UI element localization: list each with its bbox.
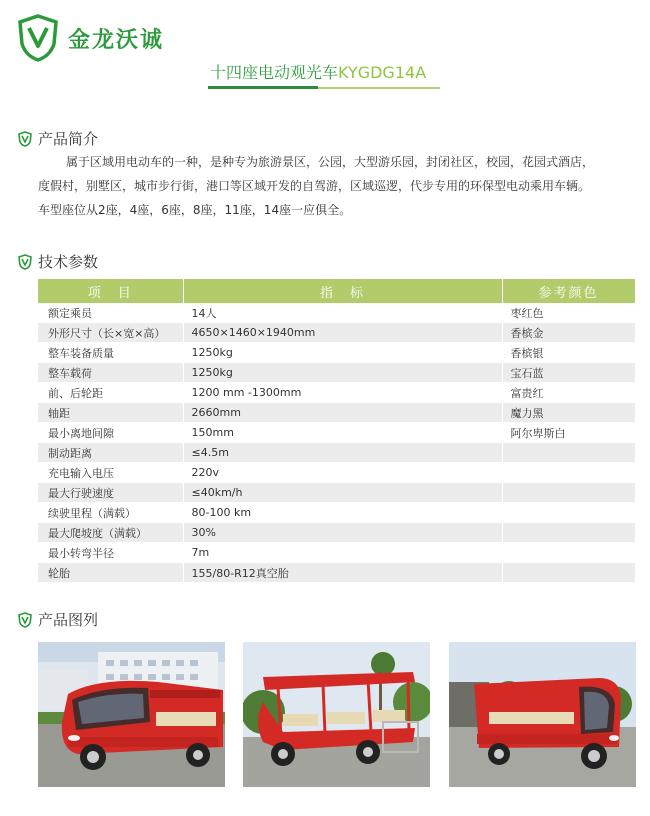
table-row — [38, 363, 635, 383]
spec-item-cell: 最大爬坡度（满载） — [38, 523, 183, 543]
spec-color-cell — [502, 523, 635, 543]
header-item: 项 目 — [38, 279, 183, 303]
spec-table — [38, 279, 636, 583]
spec-color-cell: 宝石蓝 — [502, 363, 635, 383]
gallery-heading-text: 产品图列 — [38, 611, 99, 629]
spec-value-cell: 14人 — [183, 303, 502, 323]
spec-item-cell: 制动距离 — [38, 443, 183, 463]
spec-item-cell: 整车载荷 — [38, 363, 183, 383]
logo-shield-icon — [18, 14, 58, 62]
spec-item-cell: 整车装备质量 — [38, 343, 183, 363]
spec-item-cell: 最小离地间隙 — [38, 423, 183, 443]
spec-value-cell: 1250kg — [183, 343, 502, 363]
spec-color-cell — [502, 563, 635, 583]
spec-heading — [18, 251, 98, 272]
spec-value-cell: 30% — [183, 523, 502, 543]
spec-color-cell: 枣红色 — [502, 303, 635, 323]
header-value: 指 标 — [183, 279, 502, 303]
spec-color-cell: 香槟银 — [502, 343, 635, 363]
header-color: 参考颜色 — [502, 279, 635, 303]
brand-logo — [18, 14, 164, 62]
spec-color-cell — [502, 463, 635, 483]
spec-table-header — [38, 279, 635, 303]
spec-value-cell: ≤4.5m — [183, 443, 502, 463]
spec-value-cell: 220v — [183, 463, 502, 483]
table-row — [38, 323, 635, 343]
title-underline-light — [318, 87, 440, 89]
spec-color-cell — [502, 543, 635, 563]
spec-value-cell: 80-100 km — [183, 503, 502, 523]
spec-value-cell: 155/80-R12真空胎 — [183, 563, 502, 583]
title-underline-dark — [208, 86, 318, 89]
table-row — [38, 543, 635, 563]
spec-item-cell: 前、后轮距 — [38, 383, 183, 403]
intro-heading — [18, 128, 98, 149]
table-row — [38, 563, 635, 583]
product-gallery — [38, 642, 636, 787]
intro-line-3: 车型座位从2座，4座，6座，8座，11座，14座一应俱全。 — [38, 203, 352, 217]
brand-name: 金龙沃诚 — [68, 27, 165, 53]
section-shield-icon — [18, 612, 32, 628]
spec-table-body — [38, 303, 635, 583]
spec-color-cell: 魔力黑 — [502, 403, 635, 423]
table-row — [38, 403, 635, 423]
spec-value-cell: 1250kg — [183, 363, 502, 383]
model-title-prefix: 十四座电动观光车 — [210, 63, 339, 82]
spec-color-cell — [502, 443, 635, 463]
section-shield-icon — [18, 131, 32, 147]
table-row — [38, 423, 635, 443]
spec-item-cell: 外形尺寸（长×宽×高） — [38, 323, 183, 343]
table-row — [38, 383, 635, 403]
table-row — [38, 463, 635, 483]
table-row — [38, 303, 635, 323]
spec-value-cell: 2660mm — [183, 403, 502, 423]
spec-value-cell: 150mm — [183, 423, 502, 443]
intro-heading-text: 产品简介 — [38, 130, 99, 148]
table-row — [38, 443, 635, 463]
spec-item-cell: 最大行驶速度 — [38, 483, 183, 503]
cart-photo-front-left — [38, 642, 225, 787]
spec-value-cell: 4650×1460×1940mm — [183, 323, 502, 343]
spec-item-cell: 充电输入电压 — [38, 463, 183, 483]
intro-line-1: 属于区域用电动车的一种，是种专为旅游景区，公园，大型游乐园，封闭社区，校园，花园式酒店， — [66, 155, 595, 169]
spec-color-cell: 香槟金 — [502, 323, 635, 343]
spec-item-cell: 额定乘员 — [38, 303, 183, 323]
model-title — [210, 60, 426, 83]
spec-item-cell: 最小转弯半径 — [38, 543, 183, 563]
table-row — [38, 483, 635, 503]
intro-line-2: 度假村，别墅区，城市步行街，港口等区域开发的自驾游，区域巡逻，代步专用的环保型电动乘用车辆。 — [38, 179, 591, 193]
table-row — [38, 343, 635, 363]
spec-value-cell: 7m — [183, 543, 502, 563]
spec-color-cell: 阿尔卑斯白 — [502, 423, 635, 443]
spec-value-cell: ≤40km/h — [183, 483, 502, 503]
spec-color-cell: 富贵红 — [502, 383, 635, 403]
intro-text — [38, 150, 638, 222]
table-row — [38, 523, 635, 543]
spec-heading-text: 技术参数 — [38, 253, 99, 271]
cart-photo-front-right — [449, 642, 636, 787]
section-shield-icon — [18, 254, 32, 270]
spec-item-cell: 轮胎 — [38, 563, 183, 583]
spec-color-cell — [502, 503, 635, 523]
spec-value-cell: 1200 mm -1300mm — [183, 383, 502, 403]
table-row — [38, 503, 635, 523]
gallery-heading — [18, 609, 98, 630]
spec-item-cell: 轴距 — [38, 403, 183, 423]
spec-color-cell — [502, 483, 635, 503]
spec-item-cell: 续驶里程（满载） — [38, 503, 183, 523]
cart-photo-side-rear — [243, 642, 430, 787]
model-code: KYGDG14A — [338, 63, 427, 82]
